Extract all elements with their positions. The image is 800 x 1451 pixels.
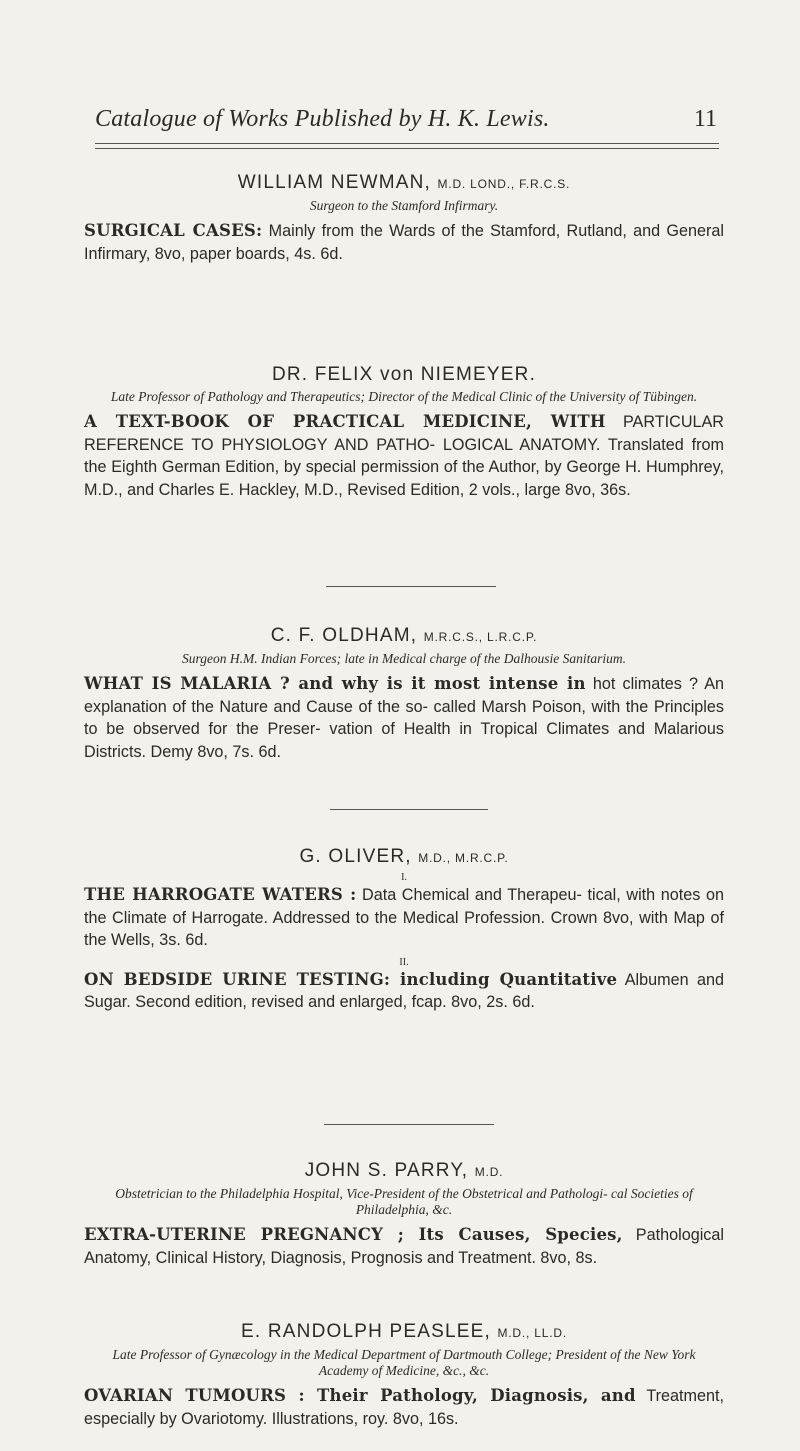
author-degrees: M.D., LL.D.	[497, 1326, 567, 1340]
section-divider	[330, 809, 488, 810]
work-description	[84, 673, 724, 763]
work-description	[84, 1385, 724, 1430]
work-description	[84, 411, 724, 501]
book-details: hot climates ? An explanation of the Nature and Cause of the so- called Marsh Poison, with the Principles to be observed for the Preser- vation of Health in Tropical Climates and Malarious Districts. Demy 8vo, 7s. 6d.	[84, 675, 724, 761]
entry-newman	[84, 172, 724, 265]
work-description	[84, 1224, 724, 1269]
entry-peaslee	[84, 1321, 724, 1430]
running-title: Catalogue of Works Published by H. K. Lewis.	[95, 106, 550, 132]
entry-niemeyer	[84, 364, 724, 501]
author-position: Late Professor of Pathology and Therapeutics; Director of the Medical Clinic of the University of Tübingen.	[110, 389, 698, 404]
author-degrees: M.R.C.S., L.R.C.P.	[423, 630, 538, 644]
book-details: Pathological Anatomy, Clinical History, Diagnosis, Prognosis and Treatment. 8vo, 8s.	[84, 1226, 724, 1267]
author-degrees: M.D., M.R.C.P.	[418, 851, 509, 865]
author-name	[84, 1160, 724, 1183]
author-name-text: G. OLIVER,	[299, 846, 412, 867]
work-numeral: II.	[399, 956, 409, 968]
running-header	[95, 106, 717, 146]
author-position: Surgeon to the Stamford Infirmary.	[309, 198, 499, 213]
author-name-text: C. F. OLDHAM,	[270, 625, 418, 646]
author-name	[84, 1321, 724, 1344]
entry-parry	[84, 1160, 724, 1269]
author-name-text: JOHN S. PARRY,	[304, 1160, 469, 1181]
author-name	[84, 846, 724, 869]
entry-oliver	[84, 846, 724, 1014]
book-details: Data Chemical and Therapeu- tical, with notes on the Climate of Harrogate. Addressed to the Medical Profession. Crown 8vo, with Map of the Wells, 3s. 6d.	[84, 886, 724, 949]
book-title: SURGICAL CASES:	[84, 221, 263, 240]
page-number: 11	[693, 106, 717, 132]
work-description	[84, 884, 724, 952]
author-name	[84, 172, 724, 195]
author-name-text: DR. FELIX von NIEMEYER.	[271, 364, 537, 385]
author-degrees: M.D. LOND., F.R.C.S.	[437, 177, 571, 191]
book-title: THE HARROGATE WATERS :	[84, 885, 357, 904]
author-name	[84, 364, 724, 386]
section-divider	[326, 586, 496, 587]
work-description	[84, 220, 724, 265]
book-title: ON BEDSIDE URINE TESTING: including Quantitative	[84, 969, 618, 989]
header-double-rule	[95, 143, 719, 149]
book-title: EXTRA-UTERINE PREGNANCY ; Its Causes, Species,	[84, 1225, 623, 1244]
author-name	[84, 625, 724, 648]
entry-oldham	[84, 625, 724, 763]
book-title: A TEXT-BOOK OF PRACTICAL MEDICINE, WITH	[84, 412, 606, 431]
book-details: Treatment, especially by Ovariotomy. Illustrations, roy. 8vo, 16s.	[84, 1387, 724, 1428]
author-name-text: WILLIAM NEWMAN,	[237, 172, 432, 193]
book-details: Mainly from the Wards of the Stamford, Rutland, and General Infirmary, 8vo, paper boards, 4s. 6d.	[84, 222, 724, 263]
book-title: WHAT IS MALARIA ? and why is it most intense in	[84, 674, 586, 693]
section-divider	[324, 1124, 494, 1125]
author-position: Late Professor of Gynæcology in the Medical Department of Dartmouth College; President of the New York Academy of Medicine, &c., &c.	[112, 1347, 696, 1378]
author-position: Surgeon H.M. Indian Forces; late in Medical charge of the Dalhousie Sanitarium.	[182, 651, 626, 666]
book-details: Albumen and Sugar. Second edition, revised and enlarged, fcap. 8vo, 2s. 6d.	[84, 970, 724, 1011]
book-details: PARTICULAR REFERENCE TO PHYSIOLOGY AND PATHO- LOGICAL ANATOMY. Translated from the Eighth German Edition, by special permission of the Author, by George H. Humphrey, M.D., and Charles E. Hackley, M.D., Revised Edition, 2 vols., large 8vo, 36s.	[84, 413, 724, 499]
author-name-text: E. RANDOLPH PEASLEE,	[241, 1321, 491, 1342]
book-title: OVARIAN TUMOURS : Their Pathology, Diagnosis, and	[84, 1386, 636, 1405]
author-degrees: M.D.	[474, 1165, 504, 1179]
author-position: Obstetrician to the Philadelphia Hospital, Vice-President of the Obstetrical and Pathologi- cal Societies of Philadelphia, &c.	[115, 1186, 693, 1217]
work-description	[84, 969, 724, 1014]
work-numeral: I.	[401, 872, 407, 883]
